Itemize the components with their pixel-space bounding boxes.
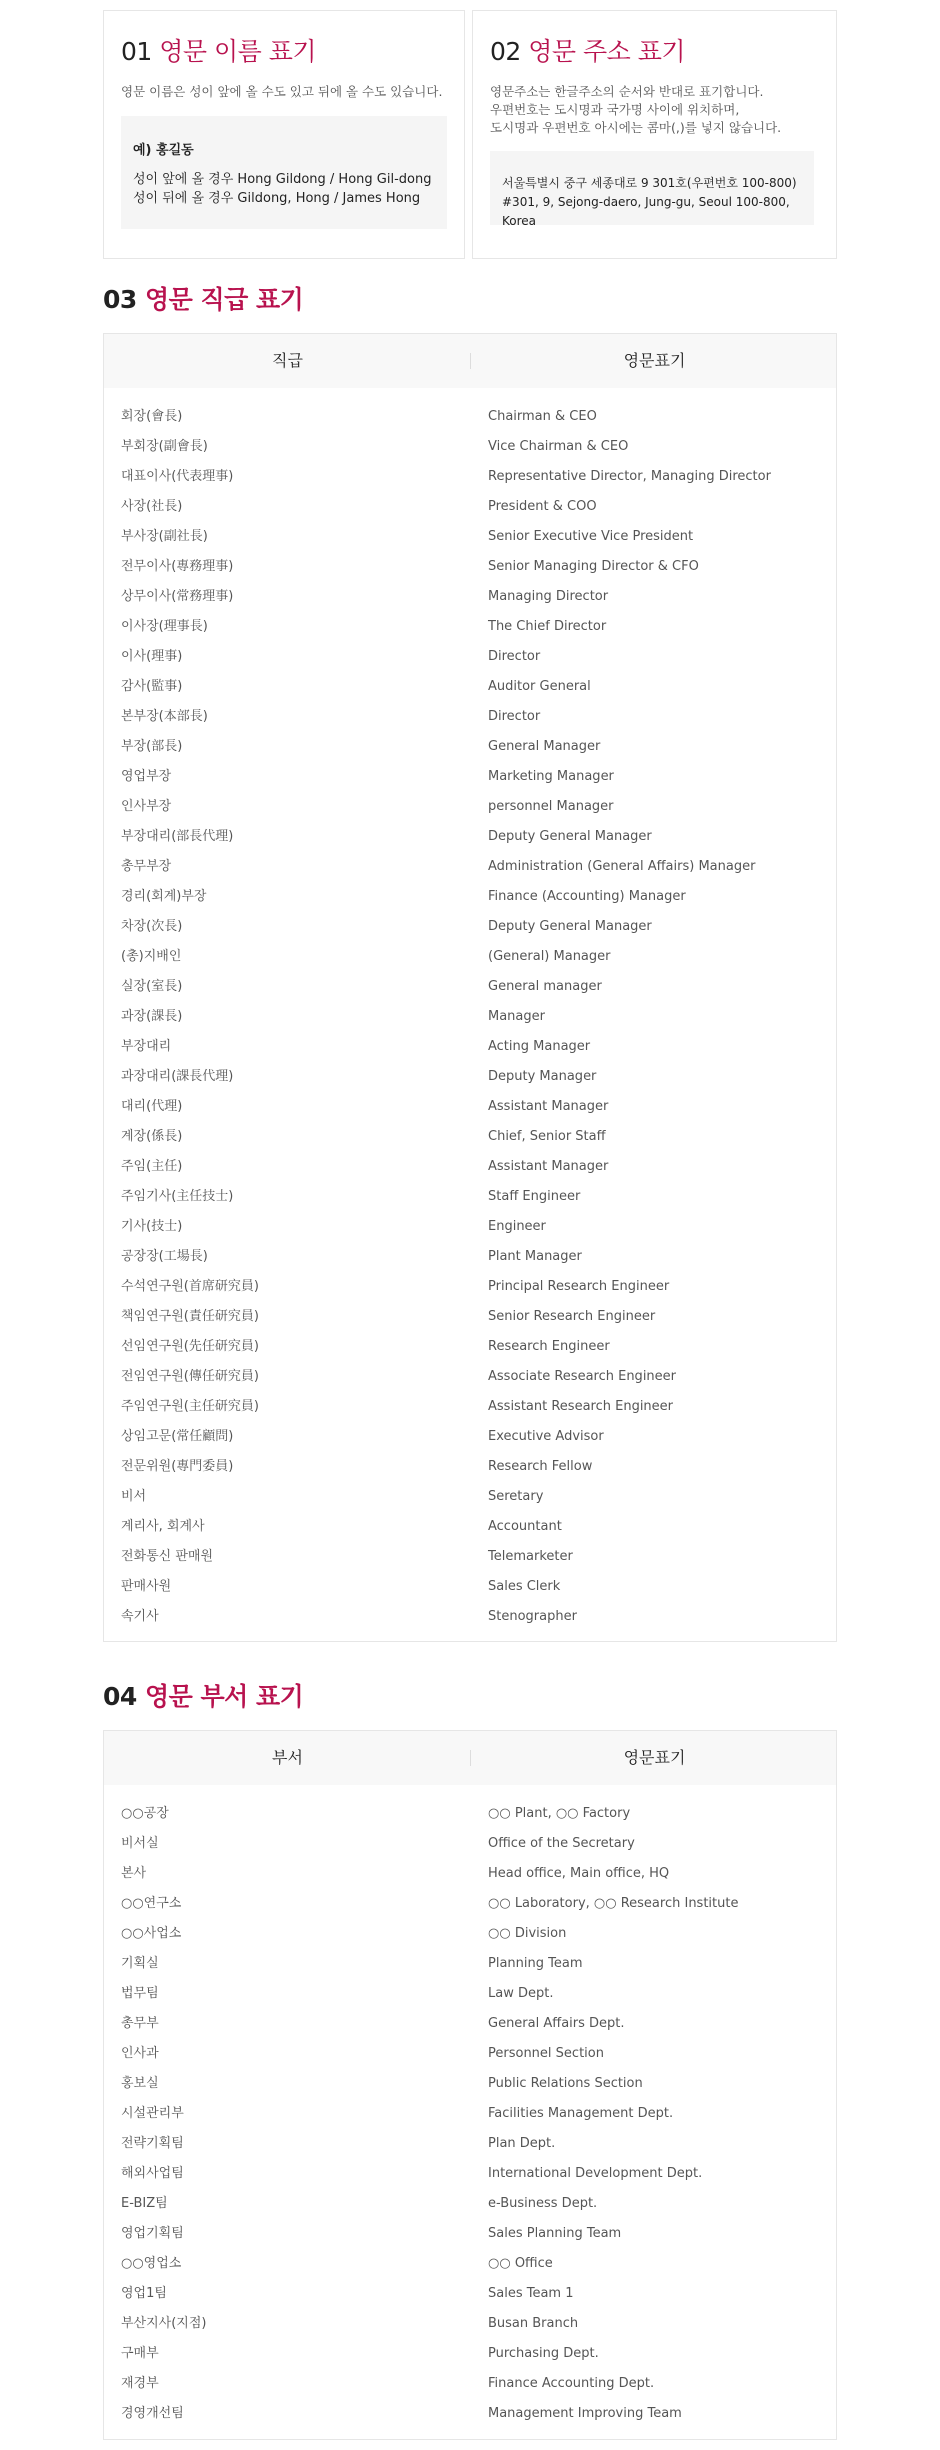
english-cell: Director: [488, 709, 541, 724]
english-cell: Sales Clerk: [488, 1579, 561, 1594]
korean-cell: ○○공장: [121, 1806, 169, 1821]
table-row: [104, 1242, 836, 1272]
korean-cell: 계리사, 회계사: [121, 1519, 205, 1534]
table-row: [104, 2099, 836, 2129]
table-row: [104, 462, 836, 492]
english-cell: Auditor General: [488, 679, 591, 694]
table-row: [104, 972, 836, 1002]
table-row: [104, 1482, 836, 1512]
section-title-text: 영문 부서 표기: [145, 1682, 304, 1711]
korean-cell: 영업기획팀: [121, 2226, 184, 2241]
english-cell: Telemarketer: [488, 1549, 573, 1564]
korean-cell: 전문위원(專門委員): [121, 1459, 234, 1474]
korean-cell: 이사장(理事長): [121, 619, 208, 634]
korean-cell: 구매부: [121, 2346, 159, 2361]
english-cell: Staff Engineer: [488, 1189, 581, 1204]
english-cell: Planning Team: [488, 1956, 583, 1971]
korean-cell: 인사부장: [121, 799, 172, 814]
table-row: [104, 1272, 836, 1302]
korean-cell: 책임연구원(責任研究員): [121, 1309, 259, 1324]
english-cell: Public Relations Section: [488, 2076, 643, 2091]
english-cell: Sales Planning Team: [488, 2226, 622, 2241]
english-cell: Manager: [488, 1009, 545, 1024]
english-cell: Managing Director: [488, 589, 609, 604]
table-row: [104, 1979, 836, 2009]
english-cell: ○○ Plant, ○○ Factory: [488, 1806, 631, 1821]
table-row: [104, 1392, 836, 1422]
korean-cell: 선임연구원(先任研究員): [121, 1339, 259, 1354]
table-row: [104, 852, 836, 882]
table-row: [104, 792, 836, 822]
column-header-english: 영문표기: [623, 351, 686, 370]
position-table: [103, 333, 837, 1642]
name-notation-description: 영문 이름은 성이 앞에 올 수도 있고 뒤에 올 수도 있습니다.: [121, 84, 443, 99]
section-number: 03: [103, 285, 137, 314]
table-row: [104, 1032, 836, 1062]
address-example-box: [490, 151, 814, 228]
korean-cell: 기사(技士): [121, 1219, 183, 1234]
korean-cell: 법무팀: [121, 1986, 159, 2001]
table-row: [104, 402, 836, 432]
table-row: [104, 732, 836, 762]
korean-cell: 비서: [121, 1489, 147, 1504]
table-row: [104, 522, 836, 552]
english-cell: Plant Manager: [488, 1249, 582, 1264]
table-row: [104, 1002, 836, 1032]
table-row: [104, 552, 836, 582]
section-number: 02: [490, 37, 521, 66]
korean-cell: 전무이사(專務理事): [121, 559, 234, 574]
english-cell: Marketing Manager: [488, 769, 614, 784]
name-example-text: 성이 앞에 올 경우 Hong Gildong / Hong Gil-dong 성이 뒤에 올 경우 Gildong, Hong / James Hong: [133, 172, 432, 206]
table-row: [104, 582, 836, 612]
address-notation-description: 영문주소는 한글주소의 순서와 반대로 표기합니다. 우편번호는 도시명과 국가명 사이에 위치하며, 도시명과 우편번호 아시에는 콤마(,)를 넣지 않습니다.: [490, 84, 782, 135]
table-row: [104, 912, 836, 942]
table-row: [104, 1152, 836, 1182]
table-row: [104, 1362, 836, 1392]
english-cell: Sales Team 1: [488, 2286, 574, 2301]
korean-cell: 부장대리: [121, 1039, 172, 1054]
table-row: [104, 1332, 836, 1362]
name-example-box: [121, 116, 447, 229]
table-row: [104, 1212, 836, 1242]
section-title-text: 영문 이름 표기: [159, 37, 317, 66]
english-cell: Law Dept.: [488, 1986, 554, 2001]
table-header: [104, 334, 836, 388]
table-row: [104, 2069, 836, 2099]
korean-cell: 부사장(副社長): [121, 529, 208, 544]
english-cell: ○○ Laboratory, ○○ Research Institute: [488, 1896, 739, 1911]
table-row: [104, 672, 836, 702]
name-notation-title: [121, 32, 316, 68]
section-title-text: 영문 주소 표기: [528, 37, 686, 66]
english-cell: Representative Director, Managing Director: [488, 469, 771, 484]
table-row: [104, 612, 836, 642]
korean-cell: 경리(회계)부장: [121, 889, 207, 904]
table-row: [104, 1542, 836, 1572]
korean-cell: 영업1팀: [121, 2286, 167, 2301]
english-cell: Research Fellow: [488, 1459, 593, 1474]
korean-cell: (총)지배인: [121, 949, 182, 964]
korean-cell: 전략기획팀: [121, 2136, 184, 2151]
english-cell: President & COO: [488, 499, 597, 514]
table-row: [104, 1092, 836, 1122]
section-title-text: 영문 직급 표기: [145, 285, 304, 314]
table-row: [104, 1182, 836, 1212]
table-row: [104, 432, 836, 462]
english-cell: Chief, Senior Staff: [488, 1129, 606, 1144]
korean-cell: 과장대리(課長代理): [121, 1069, 234, 1084]
english-cell: Engineer: [488, 1219, 546, 1234]
korean-cell: 기획실: [121, 1956, 159, 1971]
english-cell: Finance Accounting Dept.: [488, 2376, 655, 2391]
table-header: [104, 1731, 836, 1785]
table-row: [104, 1602, 836, 1632]
table-row: [104, 1572, 836, 1602]
english-cell: Chairman & CEO: [488, 409, 597, 424]
english-cell: e-Business Dept.: [488, 2196, 598, 2211]
english-cell: ○○ Office: [488, 2256, 553, 2271]
section-number: 04: [103, 1682, 137, 1711]
table-row: [104, 1422, 836, 1452]
table-row: [104, 1949, 836, 1979]
korean-cell: 감사(監事): [121, 679, 183, 694]
english-cell: General manager: [488, 979, 602, 994]
english-cell: Plan Dept.: [488, 2136, 556, 2151]
english-cell: ○○ Division: [488, 1926, 567, 1941]
korean-cell: ○○사업소: [121, 1926, 182, 1941]
korean-cell: 부장대리(部長代理): [121, 829, 234, 844]
english-cell: Facilities Management Dept.: [488, 2106, 674, 2121]
korean-cell: ○○연구소: [121, 1896, 182, 1911]
column-header-department: 부서: [272, 1748, 303, 1767]
english-cell: Senior Executive Vice President: [488, 529, 694, 544]
name-example-label: 예) 홍길동: [133, 143, 194, 158]
table-row: [104, 2309, 836, 2339]
korean-cell: 주임연구원(主任研究員): [121, 1399, 259, 1414]
english-cell: Management Improving Team: [488, 2406, 682, 2421]
table-row: [104, 1512, 836, 1542]
table-row: [104, 762, 836, 792]
korean-cell: 해외사업팀: [121, 2166, 184, 2181]
english-cell: Associate Research Engineer: [488, 1369, 677, 1384]
english-cell: Purchasing Dept.: [488, 2346, 599, 2361]
table-row: [104, 1452, 836, 1482]
korean-cell: 대표이사(代表理事): [121, 469, 234, 484]
english-cell: Administration (General Affairs) Manager: [488, 859, 756, 874]
korean-cell: 이사(理事): [121, 649, 183, 664]
korean-cell: 인사과: [121, 2046, 159, 2061]
table-row: [104, 2039, 836, 2069]
table-row: [104, 2189, 836, 2219]
korean-cell: 총무부: [121, 2016, 159, 2031]
table-row: [104, 1829, 836, 1859]
korean-cell: 부장(部長): [121, 739, 183, 754]
table-row: [104, 2249, 836, 2279]
korean-cell: 주임(主任): [121, 1159, 183, 1174]
english-cell: Head office, Main office, HQ: [488, 1866, 670, 1881]
english-cell: (General) Manager: [488, 949, 611, 964]
table-body: [104, 388, 836, 1632]
korean-cell: 실장(室長): [121, 979, 183, 994]
english-cell: Executive Advisor: [488, 1429, 604, 1444]
korean-cell: 본부장(本部長): [121, 709, 208, 724]
korean-cell: 사장(社長): [121, 499, 183, 514]
table-row: [104, 642, 836, 672]
korean-cell: 차장(次長): [121, 919, 183, 934]
table-row: [104, 1919, 836, 1949]
column-header-english: 영문표기: [623, 1748, 686, 1767]
table-row: [104, 942, 836, 972]
korean-cell: 상임고문(常任顧問): [121, 1429, 234, 1444]
korean-cell: ○○영업소: [121, 2256, 182, 2271]
korean-cell: 시설관리부: [121, 2106, 184, 2121]
table-row: [104, 2399, 836, 2429]
address-notation-title: [490, 32, 685, 68]
table-row: [104, 2159, 836, 2189]
table-row: [104, 2129, 836, 2159]
department-section-title: [103, 1677, 303, 1713]
korean-cell: E-BIZ팀: [121, 2196, 168, 2211]
table-body: [104, 1785, 836, 2429]
korean-cell: 대리(代理): [121, 1099, 183, 1114]
table-row: [104, 1302, 836, 1332]
english-cell: Deputy Manager: [488, 1069, 597, 1084]
korean-cell: 주임기사(主任技士): [121, 1189, 234, 1204]
table-row: [104, 2009, 836, 2039]
english-cell: Busan Branch: [488, 2316, 579, 2331]
english-cell: Assistant Research Engineer: [488, 1399, 674, 1414]
english-cell: Principal Research Engineer: [488, 1279, 670, 1294]
table-row: [104, 1889, 836, 1919]
english-cell: General Manager: [488, 739, 601, 754]
table-row: [104, 2279, 836, 2309]
korean-cell: 홍보실: [121, 2076, 159, 2091]
korean-cell: 수석연구원(首席研究員): [121, 1279, 259, 1294]
english-cell: Stenographer: [488, 1609, 577, 1624]
korean-cell: 본사: [121, 1866, 147, 1881]
english-cell: Finance (Accounting) Manager: [488, 889, 686, 904]
korean-cell: 전임연구원(傳任研究員): [121, 1369, 259, 1384]
korean-cell: 총무부장: [121, 859, 172, 874]
table-row: [104, 2339, 836, 2369]
table-row: [104, 1859, 836, 1889]
english-cell: Assistant Manager: [488, 1159, 609, 1174]
korean-cell: 계장(係長): [121, 1129, 183, 1144]
english-cell: Seretary: [488, 1489, 544, 1504]
english-cell: Office of the Secretary: [488, 1836, 635, 1851]
english-cell: Director: [488, 649, 541, 664]
english-cell: Vice Chairman & CEO: [488, 439, 629, 454]
english-cell: Research Engineer: [488, 1339, 610, 1354]
english-cell: International Development Dept.: [488, 2166, 703, 2181]
english-cell: Deputy General Manager: [488, 829, 652, 844]
korean-cell: 비서실: [121, 1836, 159, 1851]
english-cell: Personnel Section: [488, 2046, 604, 2061]
section-number: 01: [121, 37, 152, 66]
table-row: [104, 492, 836, 522]
korean-cell: 부산지사(지점): [121, 2316, 207, 2331]
english-cell: Acting Manager: [488, 1039, 591, 1054]
table-row: [104, 1122, 836, 1152]
address-notation-card: [472, 10, 837, 259]
name-notation-card: [103, 10, 465, 259]
english-cell: Deputy General Manager: [488, 919, 652, 934]
table-row: [104, 702, 836, 732]
department-table: [103, 1730, 837, 2440]
table-row: [104, 1799, 836, 1829]
korean-cell: 부회장(副會長): [121, 439, 208, 454]
korean-cell: 경영개선팀: [121, 2406, 184, 2421]
korean-cell: 영업부장: [121, 769, 172, 784]
english-cell: Assistant Manager: [488, 1099, 609, 1114]
korean-cell: 재경부: [121, 2376, 159, 2391]
korean-cell: 공장장(工場長): [121, 1249, 208, 1264]
table-row: [104, 1062, 836, 1092]
table-row: [104, 2219, 836, 2249]
english-cell: Accountant: [488, 1519, 562, 1534]
table-row: [104, 2369, 836, 2399]
english-cell: General Affairs Dept.: [488, 2016, 625, 2031]
english-cell: Senior Managing Director & CFO: [488, 559, 699, 574]
korean-cell: 상무이사(常務理事): [121, 589, 234, 604]
table-row: [104, 882, 836, 912]
english-cell: The Chief Director: [488, 619, 607, 634]
korean-cell: 전화통신 판매원: [121, 1549, 214, 1564]
english-cell: Senior Research Engineer: [488, 1309, 656, 1324]
column-header-position: 직급: [272, 351, 303, 370]
korean-cell: 판매사원: [121, 1579, 172, 1594]
table-row: [104, 822, 836, 852]
position-section-title: [103, 280, 303, 316]
english-cell: personnel Manager: [488, 799, 614, 814]
korean-cell: 회장(會長): [121, 409, 183, 424]
korean-cell: 속기사: [121, 1609, 159, 1624]
korean-cell: 과장(課長): [121, 1009, 183, 1024]
address-example-text: 서울특별시 중구 세종대로 9 301호(우편번호 100-800) #301, 9, Sejong-daero, Jung-gu, Seoul 100-800, Korea: [502, 176, 797, 228]
